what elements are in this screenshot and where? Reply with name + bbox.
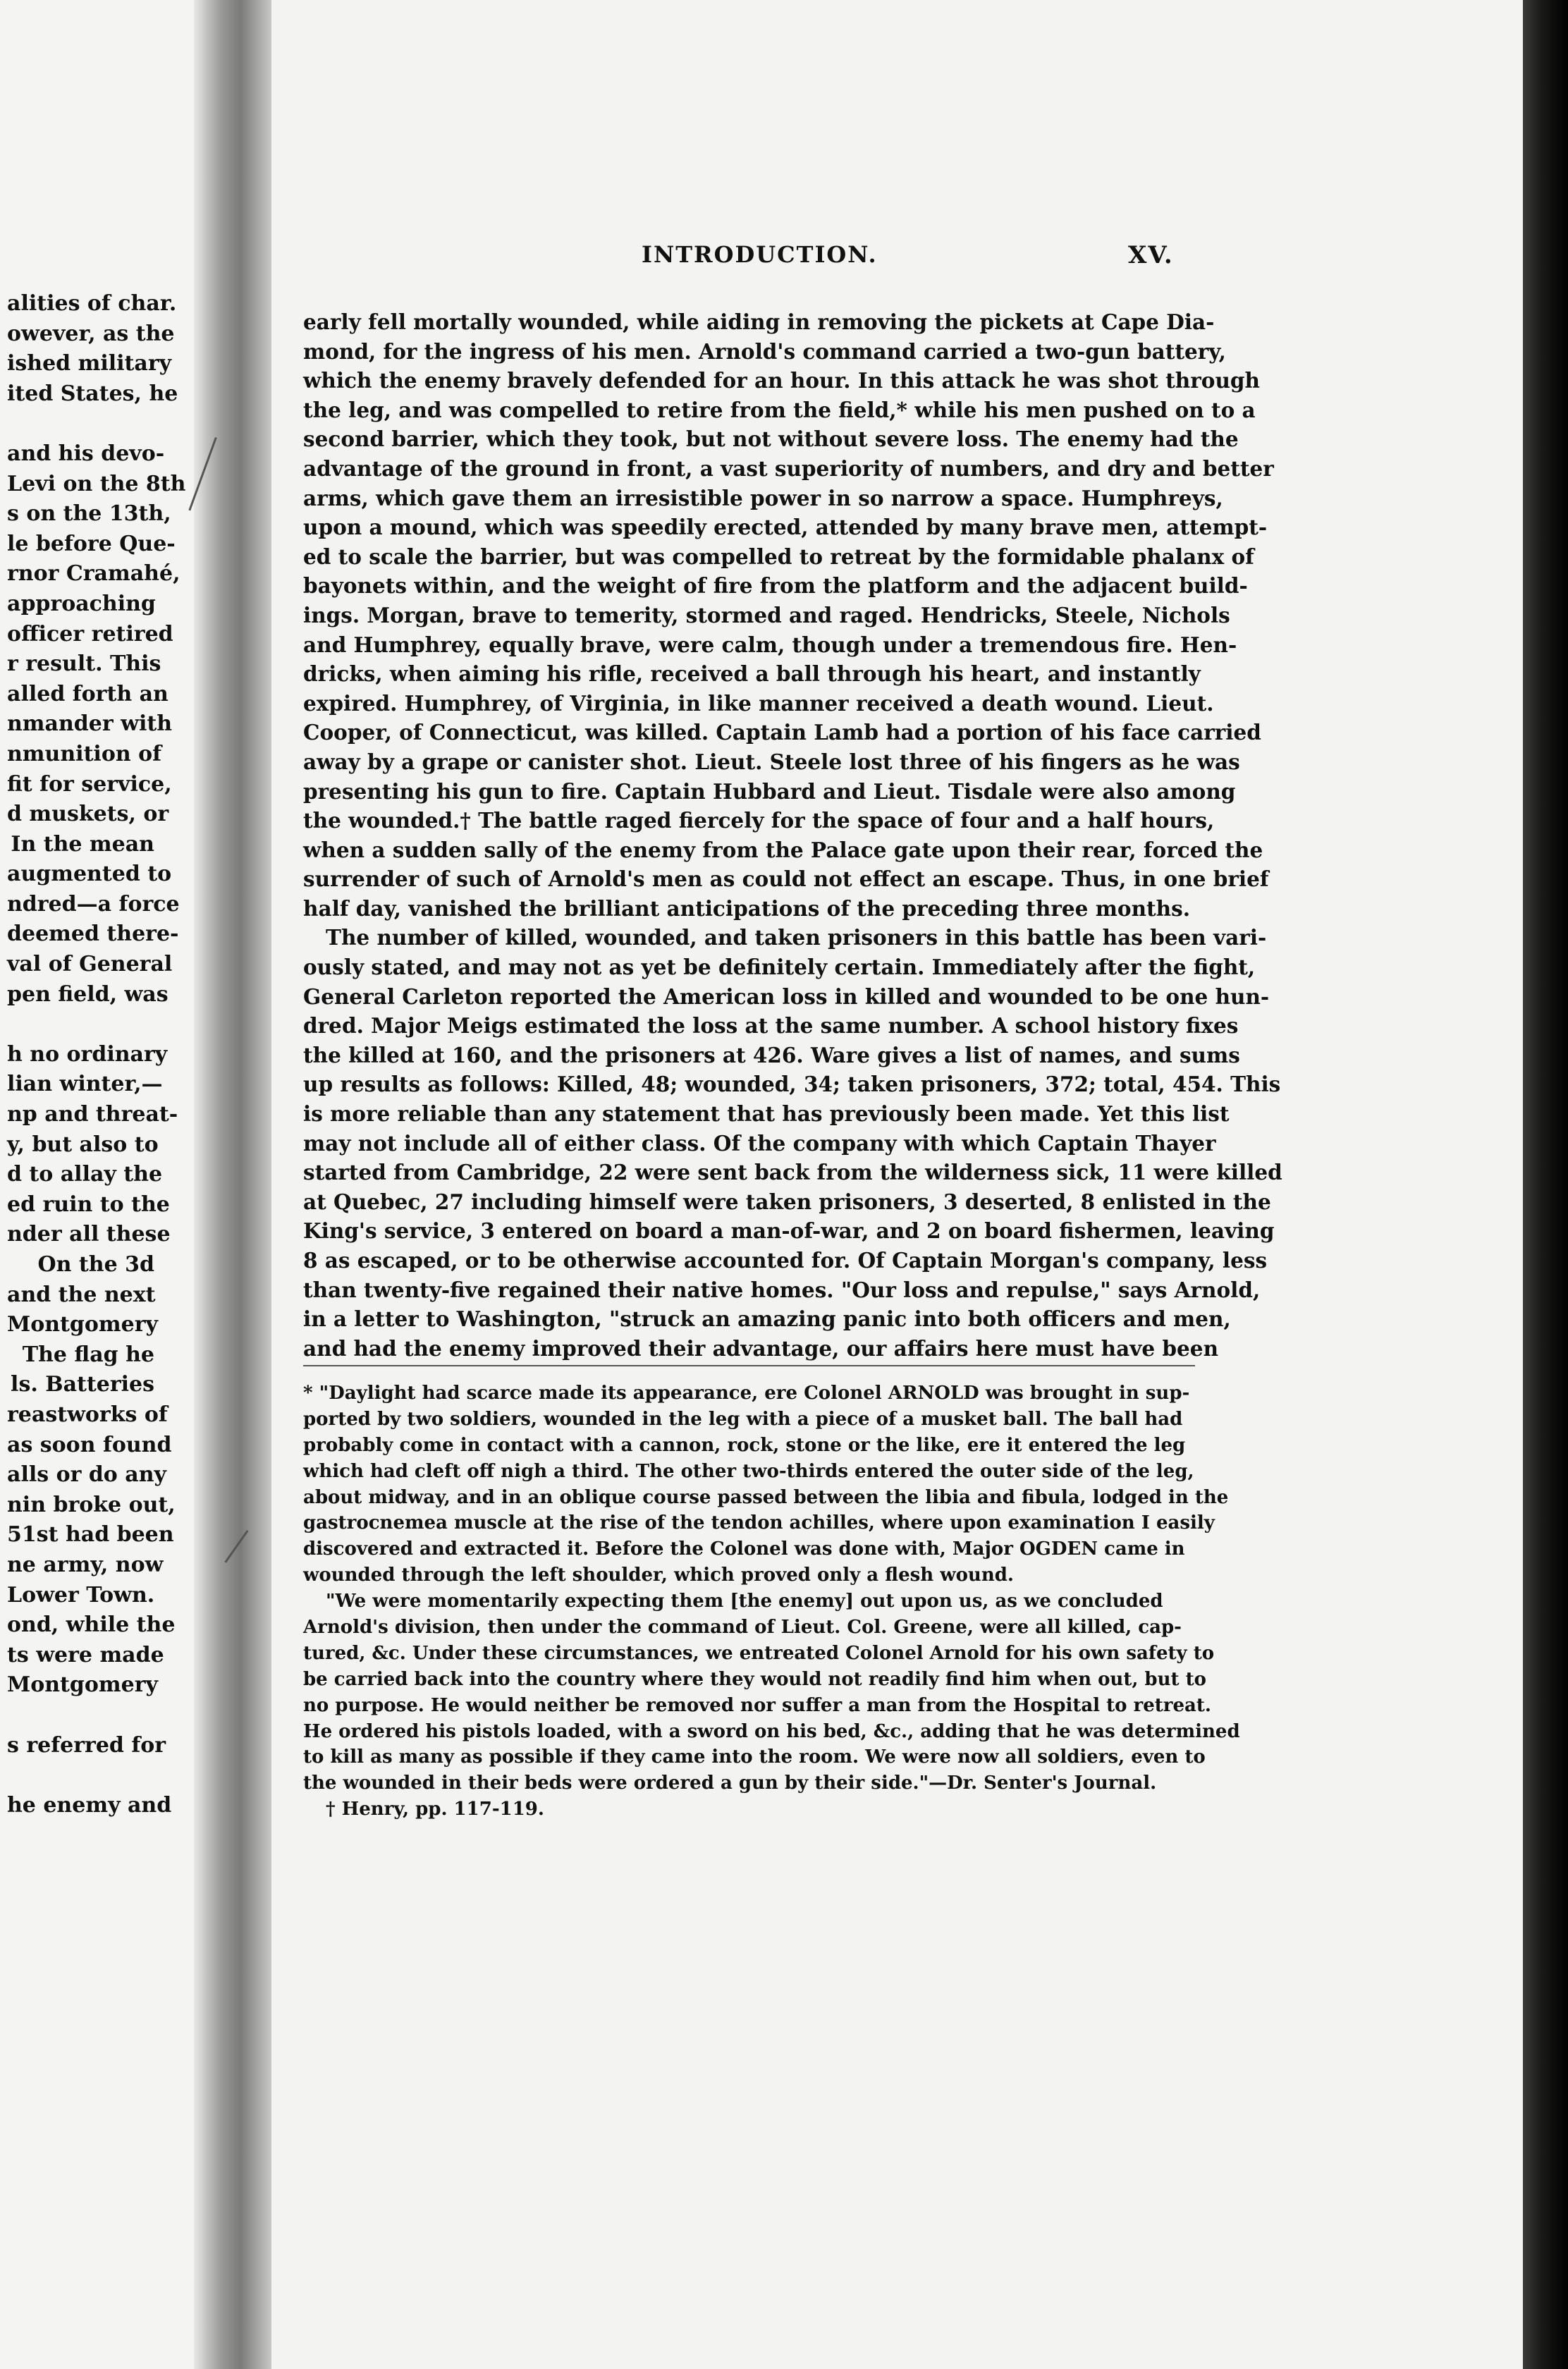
body-line: up results as follows: Killed, 48; wounded, 34; taken prisoners, 372; total, 454. This bbox=[303, 1072, 1281, 1097]
left-page-line: and the next bbox=[7, 1282, 156, 1307]
left-page-line: d muskets, or bbox=[7, 802, 169, 827]
left-page-line: s on the 13th, bbox=[7, 501, 171, 527]
running-head bbox=[271, 241, 1523, 272]
body-line: the wounded.† The battle raged fiercely for the space of four and a half hours, bbox=[303, 808, 1215, 833]
left-page-line: 51st had been bbox=[7, 1522, 174, 1548]
body-line: dred. Major Meigs estimated the loss at the same number. A school history fixes bbox=[303, 1013, 1239, 1039]
body-line: is more reliable than any statement that has previously been made. Yet this list bbox=[303, 1101, 1230, 1127]
footnote-line: discovered and extracted it. Before the Colonel was done with, Major OGDEN came in bbox=[303, 1538, 1185, 1560]
left-page-line: ne army, now bbox=[7, 1552, 164, 1577]
left-page-text bbox=[7, 289, 194, 1820]
body-line: ed to scale the barrier, but was compelled to retreat by the formidable phalanx of bbox=[303, 544, 1254, 569]
footnote-line: about midway, and in an oblique course passed between the libia and fibula, lodged in the bbox=[303, 1486, 1229, 1508]
left-page-line bbox=[7, 409, 194, 439]
footnote-line: to kill as many as possible if they came into the room. We were now all soldiers, even to bbox=[303, 1746, 1206, 1768]
body-line: the killed at 160, and the prisoners at 426. Ware gives a list of names, and sums bbox=[303, 1042, 1240, 1067]
left-page-line bbox=[7, 1701, 194, 1731]
left-page-line: rnor Cramahé, bbox=[7, 561, 180, 587]
left-page-line: Montgomery bbox=[7, 1672, 158, 1698]
body-line: General Carleton reported the American loss in killed and wounded to be one hun- bbox=[303, 984, 1270, 1009]
left-page-line: nder all these bbox=[7, 1222, 171, 1247]
left-page-line: owever, as the bbox=[7, 321, 175, 346]
body-line: half day, vanished the brilliant anticipations of the preceding three months. bbox=[303, 895, 1190, 921]
body-line: early fell mortally wounded, while aiding in removing the pickets at Cape Dia- bbox=[303, 310, 1215, 334]
body-line: started from Cambridge, 22 were sent back from the wilderness sick, 11 were killed bbox=[303, 1160, 1282, 1185]
body-line: may not include all of either class. Of the company with which Captain Thayer bbox=[303, 1130, 1216, 1156]
body-line: King's service, 3 entered on board a man-of-war, and 2 on board fishermen, leaving bbox=[303, 1218, 1275, 1244]
body-line: away by a grape or canister shot. Lieut. Steele lost three of his fingers as he was bbox=[303, 749, 1240, 774]
left-page-line: nmunition of bbox=[7, 741, 162, 766]
footnote-line: which had cleft off nigh a third. The other two-thirds entered the outer side of the leg, bbox=[303, 1460, 1194, 1482]
left-page-line: approaching bbox=[7, 591, 156, 616]
left-page-line: deemed there- bbox=[7, 922, 179, 947]
left-page-line: fit for service, bbox=[7, 771, 172, 797]
body-line: ously stated, and may not as yet be definitely certain. Immediately after the fight, bbox=[303, 955, 1256, 980]
left-page-line: h no ordinary bbox=[7, 1041, 168, 1067]
left-page-line: officer retired bbox=[7, 621, 173, 647]
running-title: INTRODUCTION. bbox=[642, 241, 878, 268]
footnote-line: no purpose. He would neither be removed nor suffer a man from the Hospital to retreat. bbox=[303, 1694, 1211, 1716]
left-page-line: nin broke out, bbox=[7, 1492, 176, 1517]
left-page-line: The flag he bbox=[22, 1342, 154, 1367]
footnote-line: gastrocnemea muscle at the rise of the tendon achilles, where upon examination I easily bbox=[303, 1512, 1215, 1534]
body-line: the leg, and was compelled to retire from the field,* while his men pushed on to a bbox=[303, 397, 1256, 422]
left-page-line: ed ruin to the bbox=[7, 1192, 170, 1217]
footnote-line: probably come in contact with a cannon, rock, stone or the like, ere it entered the leg bbox=[303, 1434, 1186, 1456]
left-page-line bbox=[7, 1010, 194, 1040]
body-line: which the enemy bravely defended for an hour. In this attack he was shot through bbox=[303, 368, 1260, 393]
left-page-line: alities of char. bbox=[7, 291, 177, 316]
right-page bbox=[271, 0, 1523, 2369]
body-line: when a sudden sally of the enemy from the Palace gate upon their rear, forced the bbox=[303, 837, 1263, 862]
book-gutter bbox=[194, 0, 271, 2369]
body-line: ings. Morgan, brave to temerity, stormed and raged. Hendricks, Steele, Nichols bbox=[303, 602, 1230, 628]
left-page-line: Montgomery bbox=[7, 1312, 158, 1337]
left-page-line: lian winter,— bbox=[7, 1072, 163, 1097]
footnote-line: He ordered his pistols loaded, with a sword on his bed, &c., adding that he was determined bbox=[303, 1720, 1240, 1742]
left-page-line: alled forth an bbox=[7, 681, 169, 706]
body-line: and Humphrey, equally brave, were calm, though under a tremendous fire. Hen- bbox=[303, 632, 1237, 657]
body-line: presenting his gun to fire. Captain Hubbard and Lieut. Tisdale were also among bbox=[303, 778, 1236, 804]
left-page-line: ited States, he bbox=[7, 381, 178, 406]
footnote-rule bbox=[303, 1365, 1195, 1366]
body-line: in a letter to Washington, "struck an amazing panic into both officers and men, bbox=[303, 1306, 1231, 1332]
body-line: than twenty-five regained their native homes. "Our loss and repulse," says Arnold, bbox=[303, 1277, 1261, 1302]
body-line: mond, for the ingress of his men. Arnold's command carried a two-gun battery, bbox=[303, 338, 1226, 364]
left-page-line: he enemy and bbox=[7, 1792, 172, 1818]
left-page-line: s referred for bbox=[7, 1732, 166, 1758]
footnote-line: ported by two soldiers, wounded in the leg with a piece of a musket ball. The ball had bbox=[303, 1408, 1183, 1430]
left-page bbox=[0, 0, 194, 2369]
body-line: advantage of the ground in front, a vast superiority of numbers, and dry and better bbox=[303, 455, 1274, 481]
left-page-line: augmented to bbox=[7, 862, 172, 887]
left-page-line: and his devo- bbox=[7, 441, 165, 466]
body-line: arms, which gave them an irresistible power in so narrow a space. Humphreys, bbox=[303, 485, 1223, 510]
left-page-line: as soon found bbox=[7, 1432, 172, 1457]
left-page-line: On the 3d bbox=[37, 1252, 154, 1277]
left-page-line: pen field, was bbox=[7, 981, 169, 1007]
book-edge bbox=[1523, 0, 1568, 2369]
footnote-line: the wounded in their beds were ordered a gun by their side."—Dr. Senter's Journal. bbox=[303, 1773, 1157, 1794]
body-text bbox=[303, 307, 1282, 1363]
left-page-line: ished military bbox=[7, 351, 172, 377]
left-page-line: ond, while the bbox=[7, 1612, 176, 1638]
body-line: bayonets within, and the weight of fire from the platform and the adjacent build- bbox=[303, 573, 1248, 599]
left-page-line: r result. This bbox=[7, 651, 161, 677]
footnote-line: Arnold's division, then under the command of Lieut. Col. Greene, were all killed, cap- bbox=[303, 1617, 1182, 1639]
left-page-line bbox=[7, 1761, 194, 1791]
left-page-line: ls. Batteries bbox=[11, 1372, 154, 1397]
left-page-line: Lower Town. bbox=[7, 1582, 155, 1608]
footnotes bbox=[303, 1381, 1240, 1823]
left-page-line: nmander with bbox=[7, 711, 173, 737]
left-page-line: reastworks of bbox=[7, 1402, 168, 1427]
left-page-line: ndred—a force bbox=[7, 891, 180, 917]
body-line: at Quebec, 27 including himself were taken prisoners, 3 deserted, 8 enlisted in the bbox=[303, 1189, 1271, 1214]
body-line: and had the enemy improved their advantage, our affairs here must have been bbox=[303, 1335, 1219, 1361]
body-line: surrender of such of Arnold's men as could not effect an escape. Thus, in one brief bbox=[303, 867, 1269, 892]
body-line: second barrier, which they took, but not without severe loss. The enemy had the bbox=[303, 427, 1239, 452]
footnote-line: tured, &c. Under these circumstances, we entreated Colonel Arnold for his own safety to bbox=[303, 1642, 1215, 1664]
page-number: XV. bbox=[1128, 241, 1174, 269]
body-line: expired. Humphrey, of Virginia, in like manner received a death wound. Lieut. bbox=[303, 690, 1214, 716]
left-page-line: val of General bbox=[7, 952, 173, 977]
body-line: The number of killed, wounded, and taken prisoners in this battle has been vari- bbox=[326, 925, 1267, 950]
left-page-line: Levi on the 8th bbox=[7, 471, 186, 496]
left-page-line: alls or do any bbox=[7, 1462, 166, 1488]
body-line: dricks, when aiming his rifle, received a ball through his heart, and instantly bbox=[303, 661, 1201, 687]
left-page-line: In the mean bbox=[11, 831, 154, 857]
left-page-line: d to allay the bbox=[7, 1162, 163, 1187]
footnote-line: be carried back into the country where they would not readily find him when out, but to bbox=[303, 1668, 1206, 1690]
footnote-line: * "Daylight had scarce made its appearance, ere Colonel ARNOLD was brought in sup- bbox=[303, 1383, 1190, 1404]
footnote-line: "We were momentarily expecting them [the enemy] out upon us, as we concluded bbox=[326, 1591, 1163, 1612]
body-line: upon a mound, which was speedily erected, attended by many brave men, attempt- bbox=[303, 515, 1268, 540]
left-page-line: le before Que- bbox=[7, 531, 176, 556]
footnote-line: † Henry, pp. 117-119. bbox=[326, 1799, 544, 1820]
left-page-line: y, but also to bbox=[7, 1132, 159, 1157]
footnote-line: wounded through the left shoulder, which proved only a flesh wound. bbox=[303, 1565, 1014, 1586]
body-line: 8 as escaped, or to be otherwise accounted for. Of Captain Morgan's company, less bbox=[303, 1248, 1268, 1273]
body-line: Cooper, of Connecticut, was killed. Captain Lamb had a portion of his face carried bbox=[303, 720, 1261, 745]
left-page-line: np and threat- bbox=[7, 1102, 178, 1127]
left-page-line: ts were made bbox=[7, 1642, 164, 1667]
